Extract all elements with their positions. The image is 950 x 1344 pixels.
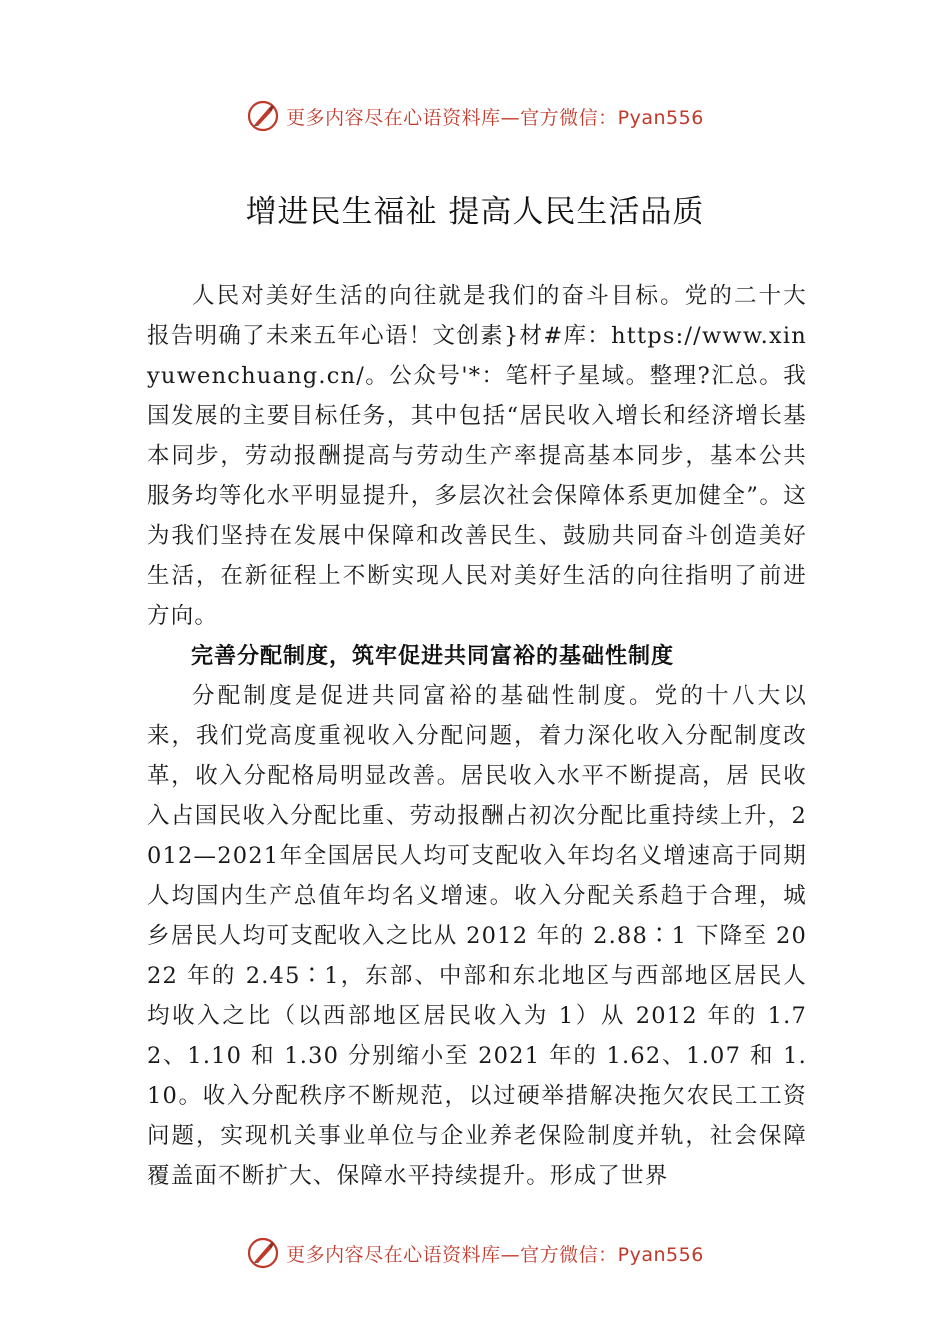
document-title: 增进民生福祉 提高人民生活品质 bbox=[245, 194, 705, 230]
footer-banner bbox=[0, 1233, 950, 1273]
section-heading: 完善分配制度，筑牢促进共同富裕的基础性制度 bbox=[191, 643, 675, 669]
pen-seal-icon bbox=[246, 99, 280, 133]
section-paragraph: 分配制度是促进共同富裕的基础性制度。党的十八大以来，我们党高度重视收入分配问题，着力深化收入分配制度改革，收入分配格局明显改善。居民收入水平不断提高，居 民收入占国民收入分配比重、劳动报酬占初次分配比重持续上升，2012—2021年全国居民人均可支配收入年均名义增速高于同期人均国内生产总值年均名义增速。收入分配关系趋于合理，城乡居民人均可支配收入之比从 2012 年的 2.88∶1 下降至 2022 年的 2.45∶1，东部、中部和东北地区与西部地区居民人均收入之比（以西部地区居民收入为 1）从 2012 年的 1.72、1.10 和 1.30 分别缩小至 2021 年的 1.62、1.07 和 1.10。收入分配秩序不断规范，以过硬举措解决拖欠农民工工资问题，实现机关事业单位与企业养老保险制度并轨，社会保障覆盖面不断扩大、保障水平持续提升。形成了世界 bbox=[147, 683, 807, 1189]
banner-text: 更多内容尽在心语资料库—官方微信：Pyan556 bbox=[286, 106, 704, 129]
pen-seal-icon bbox=[246, 1236, 280, 1270]
header-banner bbox=[0, 96, 950, 136]
intro-paragraph: 人民对美好生活的向往就是我们的奋斗目标。党的二十大报告明确了未来五年心语！文创素}材#库：https://www.xinyuwenchuang.cn/。公众号'*：笔杆子星域。整理?汇总。我国发展的主要目标任务，其中包括“居民收入增长和经济增长基本同步，劳动报酬提高与劳动生产率提高基本同步，基本公共服务均等化水平明显提升，多层次社会保障体系更加健全”。这为我们坚持在发展中保障和改善民生、鼓励共同奋斗创造美好生活，在新征程上不断实现人民对美好生活的向往指明了前进方向。 bbox=[147, 283, 807, 629]
banner-text: 更多内容尽在心语资料库—官方微信：Pyan556 bbox=[286, 1243, 704, 1266]
document-body bbox=[147, 276, 807, 1196]
